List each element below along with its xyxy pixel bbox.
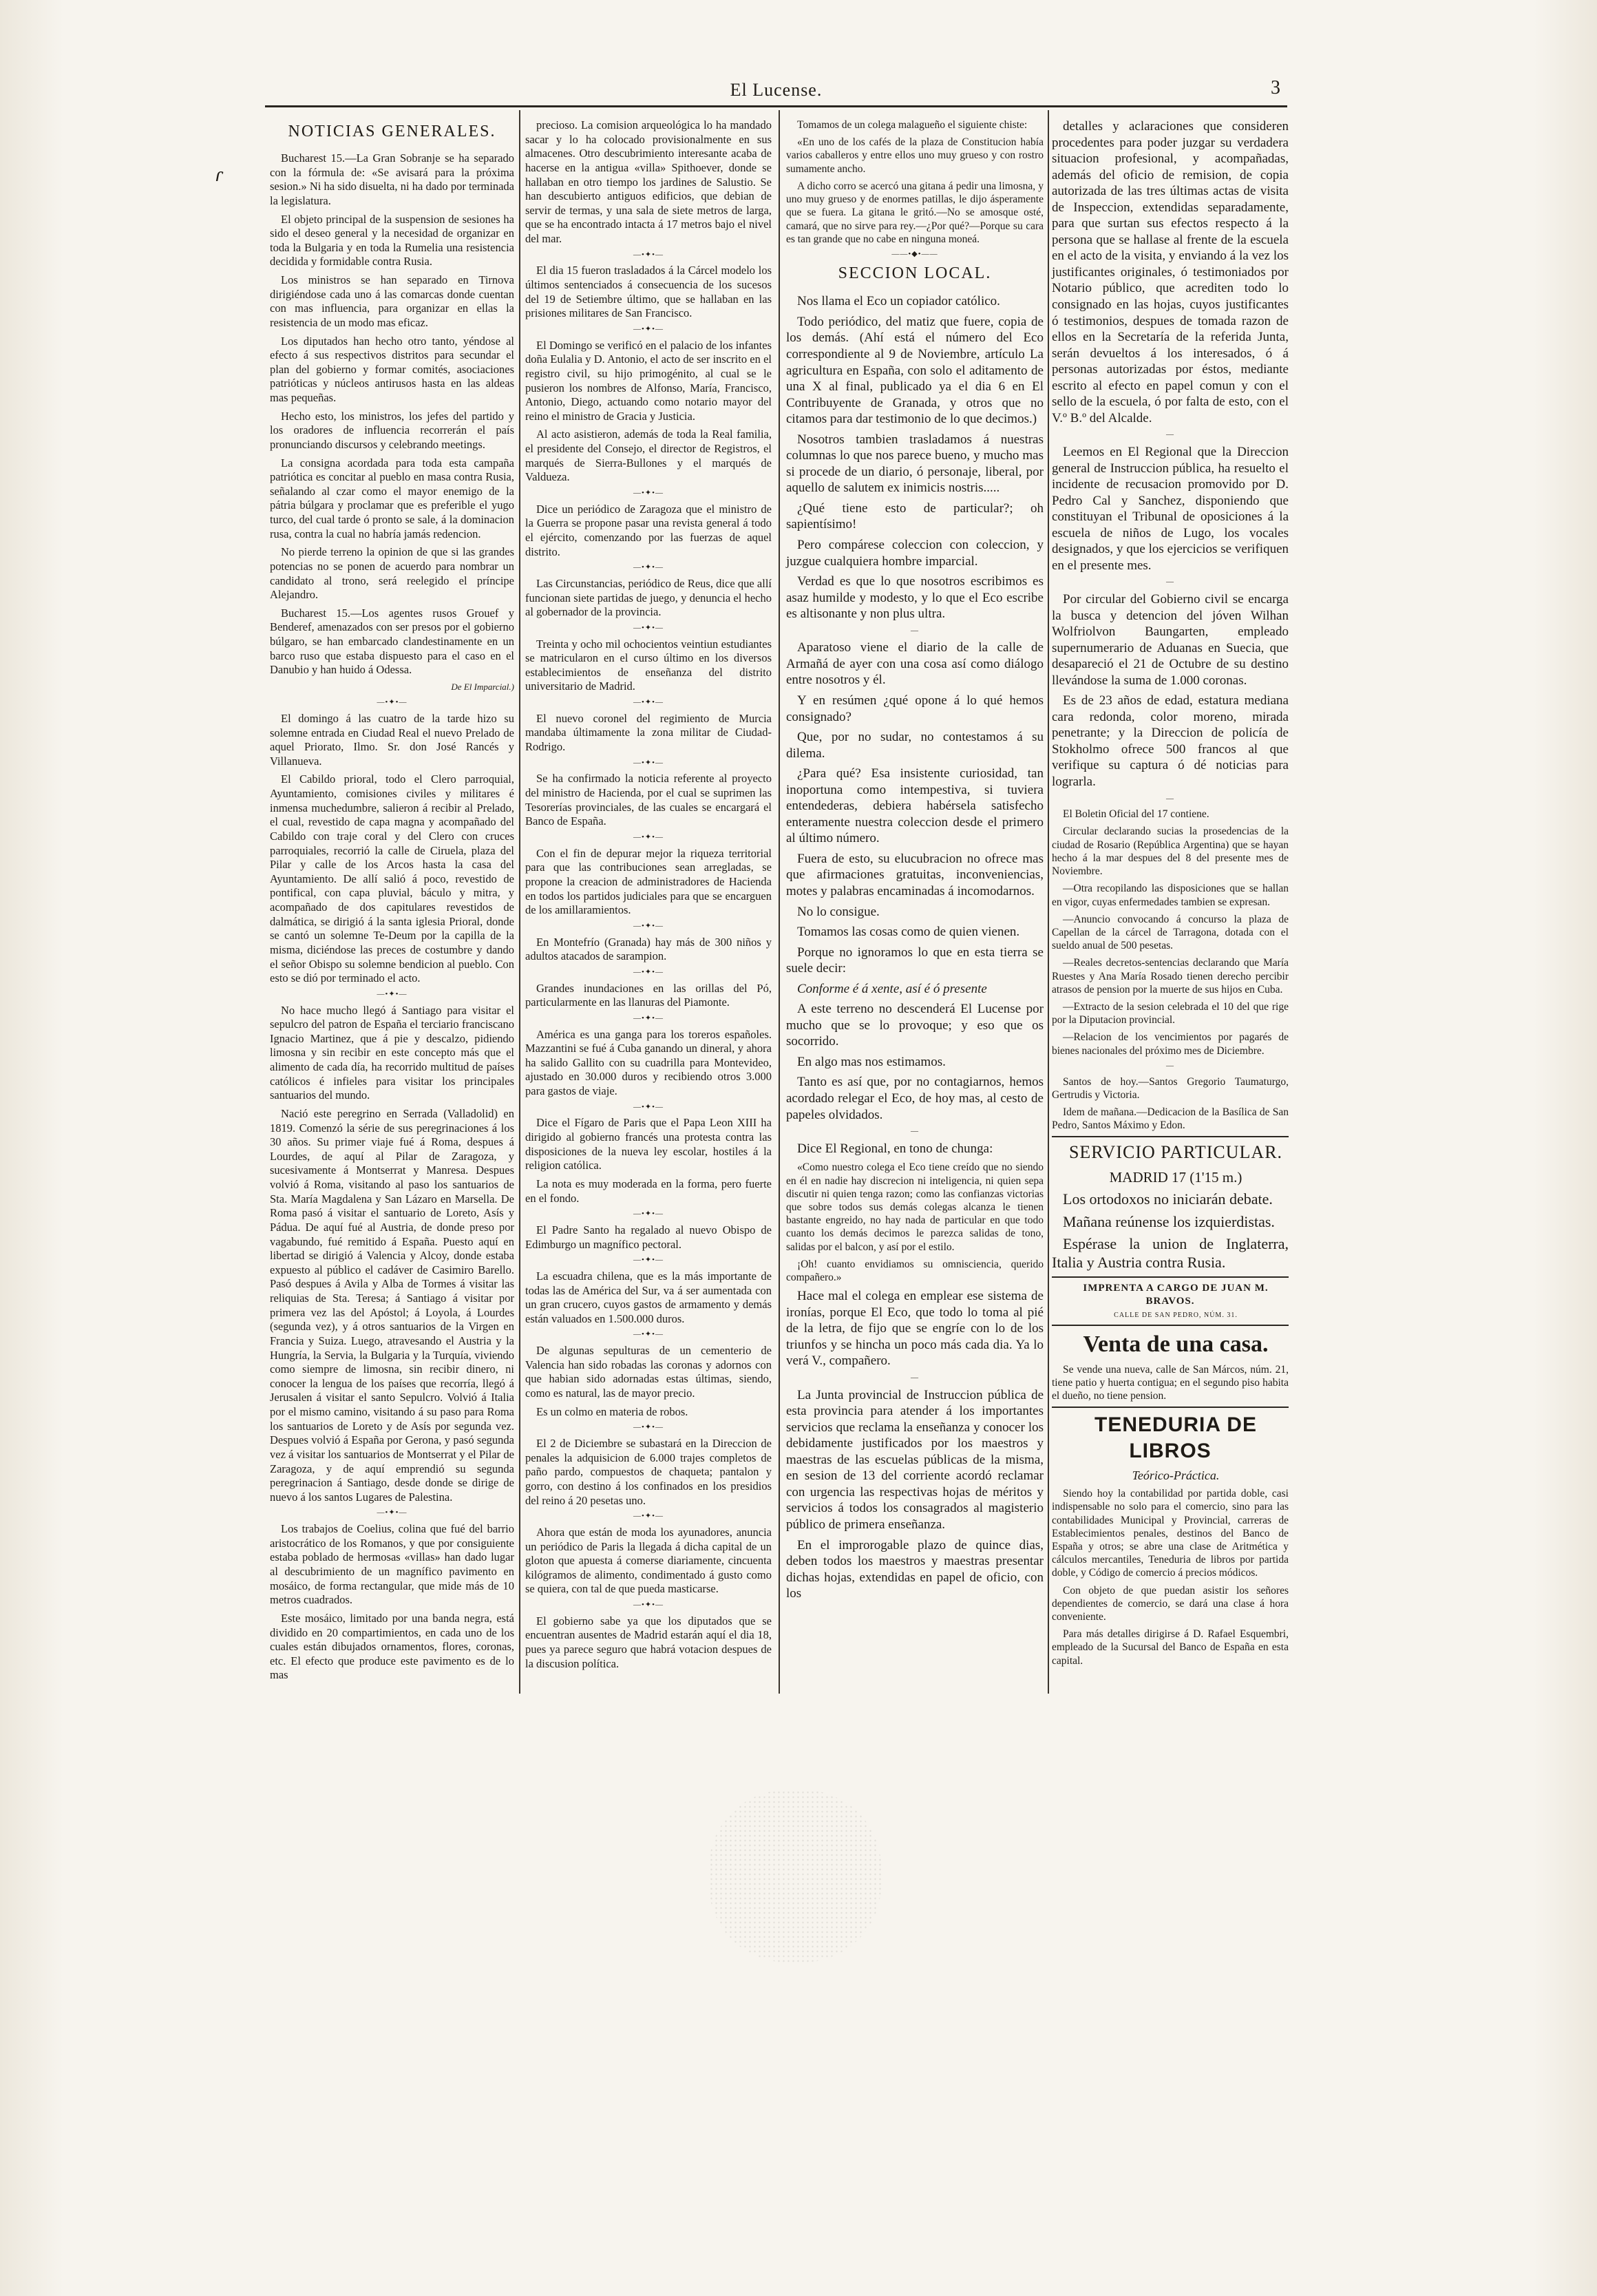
article-paragraph: Porque no ignoramos lo que en esta tierra se suele decir: — [786, 945, 1044, 976]
telegram-item: Los ortodoxos no iniciarán debate. — [1063, 1190, 1273, 1208]
divider — [1052, 1136, 1289, 1137]
saints-today: Santos de hoy.—Santos Gregorio Taumaturgo, Gertrudis y Victoria. — [1052, 1075, 1289, 1101]
divider — [1052, 1276, 1289, 1278]
separator-ornament: — — [1166, 794, 1174, 803]
separator-ornament: —•✦•— — [377, 698, 408, 707]
article-paragraph: Fuera de esto, su elucubracion no ofrece mas que afirmaciones gratuitas, inconveniencias, motes y palabras encaminadas á incomodarnos. — [786, 851, 1044, 899]
article-paragraph: Los ministros se han separado en Tirnova dirigiéndose cada uno á las comarcas donde cuentan con mas influencia, para organizar en ellas la resistencia de un modo mas eficaz. — [270, 273, 514, 329]
article-paragraph: Bucharest 15.—Los agentes rusos Grouef y Benderef, amenazados con ser presos por el gobierno búlgaro, se han embarcado clandestinamente en un barco ruso que estaba dispuesto para el caso en el Danubio y han huido á Odessa. — [270, 606, 514, 677]
separator-ornament: —•✦•— — [633, 758, 664, 767]
article-paragraph: Circular declarando sucias la prosedencias de la ciudad de Rosario (República Argentina) que se hayan hecho á la mar despues del 8 del presente mes de Noviembre. — [1052, 825, 1289, 878]
article-paragraph: El Boletin Oficial del 17 contiene. — [1063, 808, 1209, 821]
article-paragraph: «Como nuestro colega el Eco tiene creído que no siendo en él en nadie hay discrecion ni inteligencia, ni quien sepa discutir ni quien tenga razon; como las confianzas victorias que sobre todos sus demás colegas alcanza le tienen bastante engreido, no hay nada de particular en que todo cuanto los demás decimos le parezca salidas de tono, salidas por el balcon, y así por el estilo. — [786, 1161, 1044, 1253]
header-rule — [265, 105, 1287, 107]
article-paragraph: La consigna acordada para toda esta campaña patriótica es concitar al pueblo en masa contra Rusia, señalando al czar como el mayor enemigo de la pátria búlgara y proclamar que es preferible el yugo turco, del cual tarde ó pronto se sale, á la dominacion rusa, contra la cual no habría jamás redencion. — [270, 456, 514, 540]
separator-ornament: —•✦•— — [633, 1210, 664, 1219]
article-paragraph: En algo mas nos estimamos. — [797, 1054, 946, 1069]
separator-ornament: —•✦•— — [633, 698, 664, 706]
divider — [1052, 1407, 1289, 1408]
service-dateline: MADRID 17 (1'15 m.) — [1109, 1168, 1242, 1186]
article-paragraph: Se ha confirmado la noticia referente al proyecto del ministro de Hacienda, por el cual se suprimen las Tesorerías provinciales, de las cuales se encargará el Banco de España. — [525, 772, 772, 828]
separator-ornament: —•✦•— — [633, 1330, 664, 1339]
article-paragraph: La Junta provincial de Instruccion pública de esta provincia para atender á los importantes servicios que reclama la enseñanza y conocer los debidamente justificados por los maestros y maestras de las escuelas públicas de la misma, en sesion de 13 del corriente acordó reclamar con urgencia las respectivas hojas de méritos y servicios á todos los consagrados al magisterio público de primera enseñanza. — [786, 1387, 1044, 1532]
article-paragraph: El gobierno sabe ya que los diputados que se encuentran ausentes de Madrid estarán aquí el dia 18, pues ya parece seguro que habrá votacion despues de la discusion política. — [525, 1614, 772, 1670]
separator-ornament: —•✦•— — [633, 832, 664, 841]
divider — [1052, 1325, 1289, 1326]
separator-ornament: —•✦•— — [377, 1508, 408, 1517]
article-paragraph: El domingo á las cuatro de la tarde hizo su solemne entrada en Ciudad Real el nuevo Prelado de aquel Priorato, Ilmo. Sr. don José Rancés y Villanueva. — [270, 711, 514, 768]
article-paragraph: Por circular del Gobierno civil se encarga la busca y detencion del jóven Wilhan Wolfriolvon Baungarten, empleado supernumerario de Aduanas en Suecia, que desapareció el 21 de Octubre de su destino llevándose la suma de 1.000 coronas. — [1052, 592, 1289, 688]
article-paragraph: Conforme é á xente, así é ó presente — [797, 981, 987, 996]
saints-tomorrow: Idem de mañana.—Dedicacion de la Basílica de San Pedro, Santos Máximo y Edon. — [1052, 1106, 1289, 1132]
article-paragraph: Este mosáico, limitado por una banda negra, está dividido en 20 compartimientos, en cada uno de los cuales están dibujados ornamentos, flores, coronas, etc. El efecto que produce este pavimento es de lo mas — [270, 1611, 514, 1682]
article-paragraph: La nota es muy moderada en la forma, pero fuerte en el fondo. — [525, 1177, 772, 1205]
separator-ornament: — — [911, 1127, 919, 1136]
article-paragraph: Nos llama el Eco un copiador católico. — [797, 294, 1000, 309]
telegram-item: Espérase la union de Inglaterra, Italia y Austria contra Rusia. — [1052, 1235, 1289, 1272]
page-number: 3 — [1271, 77, 1280, 98]
article-paragraph: Los trabajos de Coelius, colina que fué del barrio aristocrático de los Romanos, y que por consiguiente estaba poblado de hermosas «villas» han dado lugar al descubrimiento de un magnífico pavimento en mosáico, de forma rectangular, que mide más de 10 metros cuadrados. — [270, 1522, 514, 1607]
article-paragraph: Los diputados han hecho otro tanto, yéndose al efecto á sus respectivos distritos para secundar el plan del gobierno y formar comités, asociaciones patrióticas y núcleos antirusos hasta en las aldeas mas pequeñas. — [270, 334, 514, 404]
printer-imprint: IMPRENTA A CARGO DE JUAN M. BRAVOS. — [1083, 1283, 1269, 1307]
article-paragraph: ¿Para qué? Esa insistente curiosidad, tan inoportuna como intempestiva, si tuviera entendederas, debiera habérsela satisfecho enteramente nuestra coleccion desde el primero al último número. — [786, 766, 1044, 846]
article-paragraph: No lo consigue. — [797, 904, 880, 919]
column-1 — [270, 118, 514, 1687]
article-paragraph: Dice un periódico de Zaragoza que el ministro de la Guerra se propone pasar una revista general á todo el ejército, comenzando por las fuerzas de aquel distrito. — [525, 502, 772, 558]
ad-body: Para más detalles dirigirse á D. Rafael Esquembri, empleado de la Sucursal del Banco de España en esta capital. — [1052, 1628, 1289, 1667]
separator-ornament: —•✦•— — [633, 921, 664, 930]
article-paragraph: —Reales decretos-sentencias declarando que María Ruestes y Ana María Rosado tienen derecho percibir atrasos de pension por la muerte de sus hijos en Cuba. — [1052, 957, 1289, 996]
article-paragraph: Las Circunstancias, periódico de Reus, dice que allí funcionan siete partidas de juego, y denuncia el hecho al gobernador de la provincia. — [525, 576, 772, 619]
separator-ornament: —•✦•— — [633, 1102, 664, 1111]
article-paragraph: Dice El Regional, en tono de chunga: — [797, 1141, 993, 1156]
article-paragraph: La escuadra chilena, que es la más importante de todas las de América del Sur, va á ser aumentada con un gran crucero, cuyos gastos de armamento y demás están valuados en 1.500.000 duros. — [525, 1269, 772, 1325]
column-2 — [525, 118, 772, 1675]
column-3 — [786, 118, 1044, 1606]
article-paragraph: Con el fin de depurar mejor la riqueza territorial para que las contribuciones sean arregladas, se propone la creacion de administradores de Hacienda en todos los partidos judiciales para que se encarguen de los amillaramientos. — [525, 846, 772, 917]
printer-address: CALLE DE SAN PEDRO, NÚM. 31. — [1114, 1312, 1238, 1320]
article-paragraph: De algunas sepulturas de un cementerio de Valencia han sido robadas las coronas y adornos con que habian sido adornadas estas últimas, siendo, como es natural, las de mayor precio. — [525, 1344, 772, 1400]
article-paragraph: El 2 de Diciembre se subastará en la Direccion de penales la adquisicion de 6.000 trajes completos de paño pardo, compuestos de chaqueta; pantalon y gorro, con destino á los confinados en los presidios del reino á 20 pesetas uno. — [525, 1437, 772, 1507]
margin-mark: ɾ — [215, 165, 223, 186]
separator-ornament: —•✦•— — [633, 324, 664, 333]
article-paragraph: No pierde terreno la opinion de que si las grandes potencias no se ponen de acuerdo para nombrar un candidato al trono, será reelegido el príncipe Alejandro. — [270, 545, 514, 602]
article-paragraph: El Padre Santo ha regalado al nuevo Obispo de Edimburgo un magnífico pectoral. — [525, 1223, 772, 1251]
article-paragraph: Hecho esto, los ministros, los jefes del partido y los oradores de influencia recorrerán el país pronunciando discursos y celebrando meetings. — [270, 409, 514, 451]
article-paragraph: Pero compárese coleccion con coleccion, y juzgue cualquiera hombre imparcial. — [786, 538, 1044, 569]
separator-ornament: —•✦•— — [633, 250, 664, 259]
separator-ornament: —•✦•— — [633, 1013, 664, 1022]
page-header — [265, 77, 1287, 107]
column-rule-2 — [779, 110, 780, 1694]
article-paragraph: —Relacion de los vencimientos por pagarés de bienes nacionales del próximo mes de Diciembre. — [1052, 1031, 1289, 1057]
ad-body: Siendo hoy la contabilidad por partida doble, casi indispensable no solo para el comercio, sino para las contabilidades Municipal y Provincial, carreras de Establecimientos penales, destinos del Banco de España y otros; se abre una clase de Aritmética y cálculos mercantiles, Teneduria de libros por partida doble, y Código de comercio á precios módicos. — [1052, 1488, 1289, 1579]
article-paragraph: Todo periódico, del matiz que fuere, copia de los demás. (Ahí está el número del Eco correspondiente al 9 de Noviembre, artículo La agricultura en España, con solo el aditamento de una X al final, publicado ya el dia 6 en El Contribuyente de Granada, y otros que no citamos para dar testimonio de lo que decimos.) — [786, 314, 1044, 427]
article-paragraph: ¡Oh! cuanto envidiamos su omnisciencia, querido compañero.» — [786, 1258, 1044, 1284]
separator-ornament: —•✦•— — [633, 563, 664, 572]
article-paragraph: Tomamos de un colega malagueño el siguiente chiste: — [797, 119, 1028, 131]
article-paragraph: Treinta y ocho mil ochocientos veintiun estudiantes se matricularon en el curso último en los diversos establecimientos de enseñanza del distrito universitario de Madrid. — [525, 637, 772, 693]
separator-ornament: — — [1166, 578, 1174, 587]
article-paragraph: A este terreno no descenderá El Lucense por mucho que se lo provoque; y eso que os socorrido. — [786, 1002, 1044, 1049]
ad-body: Con objeto de que puedan asistir los señores dependientes de comercio, se dará una clase á hora conveniente. — [1052, 1584, 1289, 1623]
separator-ornament: —•✦•— — [377, 989, 408, 998]
column-4 — [1052, 118, 1289, 1672]
article-paragraph: En el improrogable plazo de quince dias, deben todos los maestros y maestras presentar dichas hojas, extendidas en papel de oficio, con los — [786, 1537, 1044, 1601]
article-paragraph: detalles y aclaraciones que consideren procedentes para poder juzgar su verdadera situacion profesional, y acompañadas, además del oficio de remision, de copia autorizada de las tres últimas actas de visita de Inspeccion, extendidas separadamente, para que surtan sus efectos respecto á la persona que se hallase al frente de la escuela en el acto de la visita, y enviando á la vez los justificantes originales, ó testimoniados por Notario público, que acrediten todo lo consignado en las hojas, cuyos justificantes ó testimonios, despues de tomada razon de ellos en la Secretaría de la referida Junta, serán devueltos á los interesados, ó á personas autorizadas por éstos, mediante escrito al efecto en papel comun y con el sello de la escuela, ó por falta de esto, con el V.º B.º del Alcalde. — [1052, 119, 1289, 425]
section-heading-local: SECCION LOCAL. — [838, 264, 992, 282]
article-paragraph: El Domingo se verificó en el palacio de los infantes doña Eulalia y D. Antonio, el acto de ser inscrito en el registro civil, su hijo primogénito, al cual se le pusieron los nombres de Alfonso, María, Francisco, Antonio, Diego, actuando como notario mayor del reino el ministro de Gracia y Justicia. — [525, 338, 772, 423]
article-paragraph: Ahora que están de moda los ayunadores, anuncia un periódico de Paris la llegada á dicha capital de un gloton que apuesta á comerse diariamente, cincuenta kilógramos de alimento, condimentado á gusto como se quiera, con tal de que pueda masticarse. — [525, 1525, 772, 1596]
service-heading: SERVICIO PARTICULAR. — [1068, 1142, 1283, 1163]
ad-subtitle: Teórico-Práctica. — [1132, 1468, 1220, 1482]
separator-ornament: —•✦•— — [633, 1256, 664, 1265]
article-paragraph: Verdad es que lo que nosotros escribimos es asaz humilde y modesto, y lo que el Eco escribe es altisonante y non plus ultra. — [786, 574, 1044, 622]
article-paragraph: América es una ganga para los toreros españoles. Mazzantini se fué á Cuba ganando un dineral, y ahora ha salido Gallito con su cuadrilla para Montevideo, ajustado en 30.000 duros y recibiendo otros 3.000 para gastos de viaje. — [525, 1027, 772, 1097]
separator-ornament: — — [911, 1373, 919, 1382]
separator-ornament: —•✦•— — [633, 488, 664, 497]
article-paragraph: Nosotros tambien trasladamos á nuestras columnas lo que nos parece bueno, y mucho mas si procede de un diario, ó personaje, liberal, por aquello de salutem ex inimicis nostris..... — [786, 432, 1044, 496]
article-paragraph: Es de 23 años de edad, estatura mediana cara redonda, color moreno, mirada penetrante; y la Direccion de policía de Stokholmo ofrece 500 francos al que verifique su captura ó dé noticias para lograrla. — [1052, 693, 1289, 790]
article-paragraph: Al acto asistieron, además de toda la Real familia, el presidente del Consejo, el director de Registros, el marqués de Sierra-Bullones y el marqués de Valdueza. — [525, 428, 772, 484]
library-stamp — [709, 1790, 881, 1962]
article-paragraph: ¿Qué tiene esto de particular?; oh sapientísimo! — [786, 501, 1044, 532]
article-paragraph: Aparatoso viene el diario de la calle de Armañá de ayer con una cosa así como diálogo entre nosotros y él. — [786, 640, 1044, 688]
article-paragraph: precioso. La comision arqueológica lo ha mandado sacar y lo ha colocado provisionalmente en sus almacenes. Otro descubrimiento interesante acaba de hacerse en la antigua «villa» Spithoever, donde se hallaban en otro tiempo los jardines de Salustio. Se han descubierto antiguos edificios, que debian de servir de termas, y una sala de siete metros de larga, que se ha encontrado intacta á 17 metros bajo el nivel del mar. — [525, 118, 772, 245]
separator-ornament: —•✦•— — [633, 967, 664, 976]
article-paragraph: A dicho corro se acercó una gitana á pedir una limosna, y uno muy grueso y de enormes patillas, le dijo ásperamente que se fuera. La gitana le gritó.—No se amosque osté, camará, que no sirve para rey.—¿Por qué?—Porque su cara es tan grande que no cabe en ninguna moneá. — [786, 180, 1044, 245]
article-paragraph: «En uno de los cafés de la plaza de Constitucion había varios caballeros y entre ellos uno muy grueso y con rostro sumamente ancho. — [786, 136, 1044, 175]
article-paragraph: —Otra recopilando las disposiciones que se hallan en vigor, cuyas enfermedades tambien se expresan. — [1052, 883, 1289, 908]
source-credit: De El Imparcial.) — [451, 681, 514, 692]
telegram-item: Mañana reúnense los izquierdistas. — [1063, 1212, 1275, 1230]
ad-title-bookkeeping: TENEDURIA DE LIBROS — [1094, 1413, 1257, 1462]
article-paragraph: Tanto es así que, por no contagiarnos, hemos acordado relegar el Eco, de hoy mas, al cesto de papeles olvidados. — [786, 1075, 1044, 1122]
article-paragraph: Y en resúmen ¿qué opone á lo qué hemos consignado? — [786, 693, 1044, 724]
article-paragraph: —Extracto de la sesion celebrada el 10 del que rige por la Diputacion provincial. — [1052, 1001, 1289, 1026]
article-paragraph: El dia 15 fueron trasladados á la Cárcel modelo los últimos sentenciados á consecuencia de los sucesos del 19 de Setiembre último, que se hallaban en las prisiones militares de San Francisco. — [525, 264, 772, 320]
article-paragraph: Es un colmo en materia de robos. — [536, 1404, 688, 1418]
article-paragraph: Grandes inundaciones en las orillas del Pó, particularmente en las llanuras del Piamonte. — [525, 981, 772, 1009]
separator-ornament: — — [1166, 1061, 1174, 1070]
separator-ornament: — — [1166, 430, 1174, 439]
column-rule-1 — [519, 110, 520, 1694]
masthead: El Lucense. — [730, 80, 823, 100]
article-paragraph: El nuevo coronel del regimiento de Murcia mandaba últimamente la zona militar de Ciudad-Rodrigo. — [525, 711, 772, 753]
section-heading-noticias: NOTICIAS GENERALES. — [288, 123, 496, 140]
article-paragraph: Nació este peregrino en Serrada (Valladolid) en 1819. Comenzó la série de sus peregrinaciones á los 30 años. Su primer viaje fué á Roma, despues á Lourdes, de aquí al Pilar de Zaragoza, y sucesivamente á Montserrat y Manresa. Despues volvió á Roma, visitando al paso los santuarios de Sta. María Magdalena y San Lázaro en Marsella. De Roma pasó á visitar el santuario de Loreto, Asís y Pádua. De aquí fué al Austria, de donde preso por vagabundo, fué remitido á España. Puesto aquí en libertad se dirigió á Valencia y Alcoy, donde estaba expuesto al público el cadáver de Casimiro Barello. Pasó despues á Avila y Alba de Tormes á visitar las reliquias de Sta. Teresa; á Santiago á visitar por primera vez las del Apóstol; á Loyola, á Lourdes (segunda vez), y á otros santuarios de la Virgen en Francia y Suiza. Luego, atravesando el Austria y la Hungría, la Servia, la Bulgaria y la Turquía, viviendo como siempre de limosna, sin recibir dinero, ni conocer la lengua de los países que recorría, llegó á Jerusalen á visitar el santo Sepulcro. Volvió á Italia por el mismo camino, visitando á su paso para Roma los santuarios de Loreto y de Asís por segunda vez. Despues volvió á España por Gerona, y pasó segunda vez á visitar los santuarios de Montserrat y el Pilar de Zaragoza, y de aquí emprendió su segunda peregrinacion á Santiago, desde donde se dirige de nuevo á los santos Lugares de Palestina. — [270, 1106, 514, 1504]
separator-ornament: — — [911, 626, 919, 635]
article-paragraph: Que, por no sudar, no contestamos á su dilema. — [786, 730, 1044, 761]
article-paragraph: Leemos en El Regional que la Direccion general de Instruccion pública, ha resuelto el incidente de recusacion promovido por D. Pedro Cal y Sanchez, disponiendo que constituyan el Tribunal de oposiciones á la escuela de niños de Lugo, los vocales designados, y que los ejercicios se verifiquen en el presente mes. — [1052, 445, 1289, 573]
article-paragraph: No hace mucho llegó á Santiago para visitar el sepulcro del patron de España el terciario franciscano Ignacio Martinez, que á pie y descalzo, pidiendo limosna y sin recibir en este concepto más que el alimento de cada día, ha recorrido multitud de países católicos é infieles para visitar los principales santuarios del mundo. — [270, 1003, 514, 1102]
article-paragraph: Tomamos las cosas como de quien vienen. — [797, 925, 1020, 940]
article-paragraph: El objeto principal de la suspension de sesiones ha sido el deseo general y la necesidad de organizar en toda la Bulgaria y en toda la Rumelia una resistencia decidida y formidable contra Rusia. — [270, 212, 514, 268]
separator-ornament: —•✦•— — [633, 1512, 664, 1521]
separator-ornament: ——•◆•—— — [891, 249, 938, 258]
ad-title-house-sale: Venta de una casa. — [1083, 1331, 1269, 1357]
separator-ornament: —•✦•— — [633, 623, 664, 632]
separator-ornament: —•✦•— — [633, 1601, 664, 1609]
article-paragraph: Bucharest 15.—La Gran Sobranje se ha separado con la fórmula de: «Se avisará para la próxima sesion.» Ni ha sido disuelta, ni ha dado por terminada la legislatura. — [270, 151, 514, 207]
article-paragraph: Dice el Fígaro de Paris que el Papa Leon XIII ha dirigido al gobierno francés una protesta contra las disposiciones de la nueva ley escolar, hostiles á la religion católica. — [525, 1116, 772, 1172]
article-paragraph: En Montefrío (Granada) hay más de 300 niños y adultos atacados de sarampion. — [525, 935, 772, 963]
separator-ornament: —•✦•— — [633, 1423, 664, 1432]
article-paragraph: Hace mal el colega en emplear ese sistema de ironías, porque El Eco, que todo lo toma al pié de la letra, de fijo que se engríe con lo de los triunfos y se hincha un poco más cada dia. Ya lo verá V., compañero. — [786, 1289, 1044, 1369]
article-paragraph: —Anuncio convocando á concurso la plaza de Capellan de la cárcel de Tarragona, dotada con el sueldo anual de 500 pesetas. — [1052, 913, 1289, 952]
column-rule-3 — [1048, 110, 1049, 1694]
article-paragraph: El Cabildo prioral, todo el Clero parroquial, Ayuntamiento, comisiones civiles y militares é inmensa muchedumbre, salieron á recibir al Prelado, el cual, revestido de capa magna y acompañado del Cabildo con traje coral y del Clero con cruces parroquiales, recorrió la calle de Ciruela, plaza del Pilar y calle de los Arcos hasta la casa del Ayuntamiento. De allí salió á poco, revestido de pontifical, con capa pluvial, báculo y mitra, y acompañado de dos capitulares revestidos de dalmática, se dirigió á la santa iglesia Prioral, donde se cantó un solemne Te-Deum por la capilla de la misma, diciéndose las preces de costumbre y dando el señor Obispo su solemne bendicion al pueblo. Con esto se dió por terminado el acto. — [270, 772, 514, 985]
ad-body: Se vende una nueva, calle de San Márcos, núm. 21, tiene patio y huerta contigua; en el segundo piso habita el dueño, no tiene pension. — [1052, 1363, 1289, 1402]
